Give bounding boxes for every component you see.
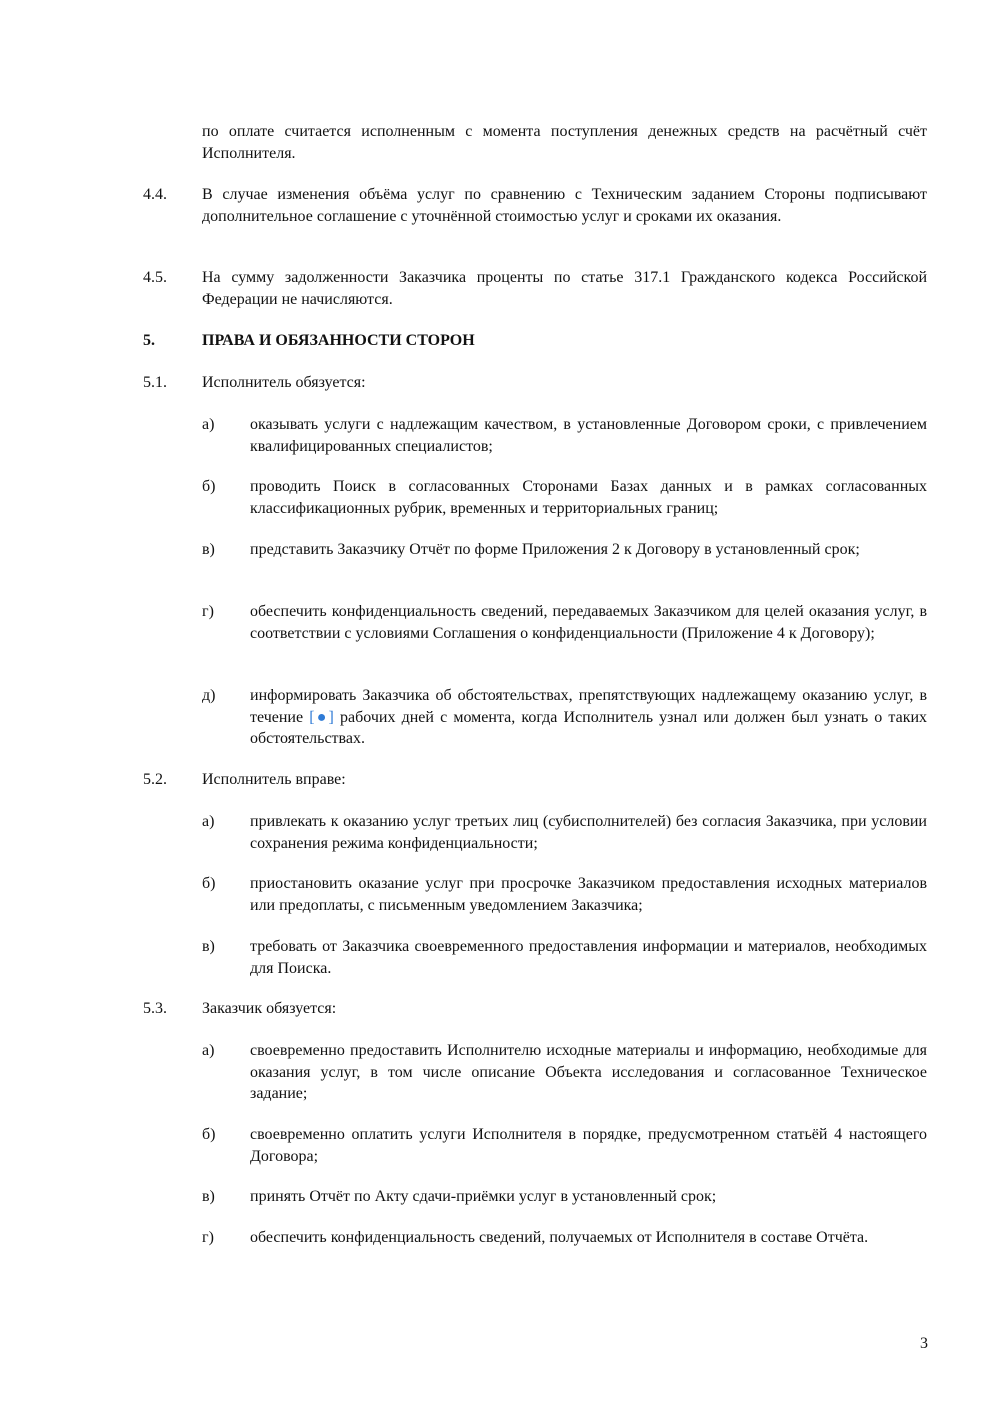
item-letter: а) <box>202 813 215 830</box>
item-letter: в) <box>202 1188 215 1205</box>
paragraph-text: по оплате считается исполненным с момента поступления денежных средств на расчётный счёт Исполнителя. <box>202 123 927 162</box>
section-number: 5. <box>143 332 155 349</box>
list-item <box>202 873 927 916</box>
clause-number: 5.3. <box>143 1000 167 1017</box>
clause-text: В случае изменения объёма услуг по сравнению с Техническим заданием Стороны подписывают дополнительное соглашение с уточнённой стоимостью услуг и сроками их оказания. <box>202 186 927 225</box>
list-item <box>202 539 927 561</box>
item-text: своевременно оплатить услуги Исполнителя в порядке, предусмотренном статьёй 4 настоящего Договора; <box>250 1126 927 1165</box>
list-item <box>202 685 927 750</box>
item-letter: а) <box>202 1042 215 1059</box>
item-letter: а) <box>202 416 215 433</box>
clause-5-2 <box>143 769 927 791</box>
item-text: проводить Поиск в согласованных Сторонами Базах данных и в рамках согласованных классификационных рубрик, временных и территориальных границ; <box>250 478 927 517</box>
list-item <box>202 1040 927 1105</box>
clause-text: Исполнитель вправе: <box>202 771 346 788</box>
clause-number: 4.4. <box>143 186 167 203</box>
clause-4-4 <box>143 184 927 227</box>
item-letter: г) <box>202 1229 214 1246</box>
list-item <box>202 1186 927 1208</box>
clause-5-3 <box>143 998 927 1020</box>
item-text-end: рабочих дней с момента, когда Исполнитель узнал или должен был узнать о таких обстоятельствах. <box>250 708 928 747</box>
list-item <box>202 414 927 457</box>
clause-number: 5.1. <box>143 374 167 391</box>
list-item <box>202 1227 927 1249</box>
item-text: своевременно предоставить Исполнителю исходные материалы и информацию, необходимые для оказания услуг, в том числе описание Объекта исследования и согласованное Техническое задание; <box>250 1042 927 1102</box>
item-text <box>250 685 927 750</box>
list-item <box>202 476 927 519</box>
item-letter: б) <box>202 1126 216 1143</box>
section-title: ПРАВА И ОБЯЗАННОСТИ СТОРОН <box>202 332 475 349</box>
clause-number: 4.5. <box>143 269 167 286</box>
item-letter: в) <box>202 938 215 955</box>
item-letter: б) <box>202 478 216 495</box>
continued-paragraph <box>202 121 927 164</box>
item-letter: б) <box>202 875 216 892</box>
item-text: оказывать услуги с надлежащим качеством, в установленные Договором сроки, с привлечением квалифицированных специалистов; <box>250 416 927 455</box>
item-text-start: информировать Заказчика об обстоятельствах, препятствующих надлежащему оказанию услуг, в течение <box>250 687 927 726</box>
item-text: представить Заказчику Отчёт по форме Приложения 2 к Договору в установленный срок; <box>250 541 860 558</box>
section-5-heading <box>143 330 927 352</box>
item-text: обеспечить конфиденциальность сведений, передаваемых Заказчиком для целей оказания услуг, в соответствии с условиями Соглашения о конфиденциальности (Приложение 4 к Договору); <box>250 603 927 642</box>
item-text: требовать от Заказчика своевременного предоставления информации и материалов, необходимых для Поиска. <box>250 938 927 977</box>
clause-text: Исполнитель обязуется: <box>202 374 366 391</box>
item-text: приостановить оказание услуг при просрочке Заказчиком предоставления исходных материалов или предоплаты, с письменным уведомлением Заказчика; <box>250 875 927 914</box>
item-letter: д) <box>202 687 216 704</box>
list-item <box>202 601 927 644</box>
clause-number: 5.2. <box>143 771 167 788</box>
clause-4-5 <box>143 267 927 310</box>
clause-text: Заказчик обязуется: <box>202 1000 337 1017</box>
clause-text: На сумму задолженности Заказчика проценты по статье 317.1 Гражданского кодекса Российской Федерации не начисляются. <box>202 269 927 308</box>
item-text: привлекать к оказанию услуг третьих лиц (субисполнителей) без согласия Заказчика, при условии сохранения режима конфиденциальности; <box>250 813 927 852</box>
list-item <box>202 936 927 979</box>
item-text: обеспечить конфиденциальность сведений, получаемых от Исполнителя в составе Отчёта. <box>250 1229 869 1246</box>
placeholder-days: [●] <box>309 708 334 726</box>
item-letter: г) <box>202 603 214 620</box>
page-number: 3 <box>920 1335 928 1352</box>
item-letter: в) <box>202 541 215 558</box>
list-item <box>202 1124 927 1167</box>
list-item <box>202 811 927 854</box>
clause-5-1 <box>143 372 927 394</box>
item-text: принять Отчёт по Акту сдачи-приёмки услуг в установленный срок; <box>250 1188 717 1205</box>
